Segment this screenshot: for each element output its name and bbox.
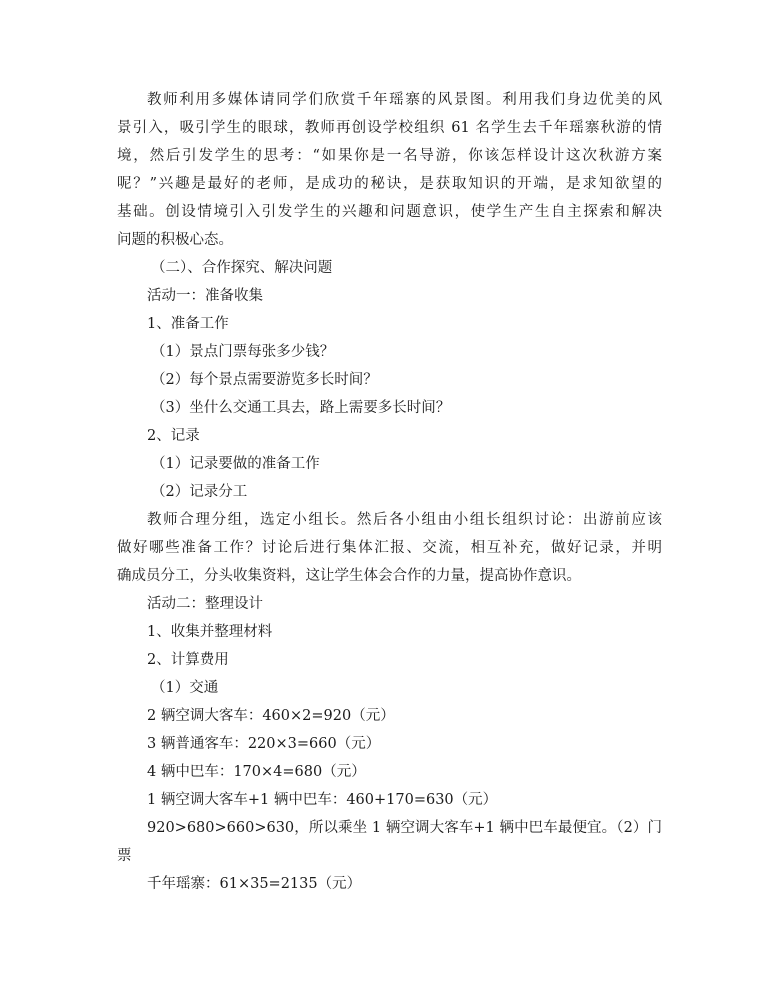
calculation-line: 3 辆普通客车：220×3=660（元）: [147, 736, 381, 752]
section-heading: （二）、合作探究、解决问题: [151, 260, 333, 276]
calculation-line: 千年瑶寨：61×35=2135（元）: [147, 876, 362, 892]
paragraph-line: 境，然后引发学生的思考：“如果你是一名导游，你该怎样设计这次秋游方案: [117, 148, 662, 164]
paragraph-line: 教师合理分组，选定小组长。然后各小组由小组长组织讨论：出游前应该: [147, 512, 662, 528]
list-item: （2）记录分工: [151, 484, 248, 500]
list-item: 2、计算费用: [147, 652, 229, 668]
list-item: 1、准备工作: [147, 316, 229, 332]
list-item: 1、收集并整理材料: [147, 624, 273, 640]
paragraph-line: 确成员分工，分头收集资料，这让学生体会合作的力量，提高协作意识。: [117, 568, 581, 584]
activity-heading: 活动二：整理设计: [147, 596, 263, 612]
list-item: （1）记录要做的准备工作: [151, 456, 320, 472]
paragraph-line: 教师利用多媒体请同学们欣赏千年瑶寨的风景图。利用我们身边优美的风: [147, 92, 662, 108]
list-item: 2、记录: [147, 428, 200, 444]
paragraph-line: 呢？”兴趣是最好的老师，是成功的秘诀，是获取知识的开端，是求知欲望的: [117, 176, 662, 192]
calculation-line: 4 辆中巴车：170×4=680（元）: [147, 764, 366, 780]
calculation-line: 2 辆空调大客车：460×2=920（元）: [147, 708, 395, 724]
activity-heading: 活动一：准备收集: [147, 288, 263, 304]
paragraph-line: 920>680>660>630，所以乘坐 1 辆空调大客车+1 辆中巴车最便宜。（2）门: [147, 820, 662, 836]
list-item: （1）交通: [151, 680, 219, 696]
paragraph-line: 问题的积极心态。: [117, 232, 233, 248]
list-item: （2）每个景点需要游览多长时间？: [151, 372, 378, 388]
paragraph-line: 基础。创设情境引入引发学生的兴趣和问题意识，使学生产生自主探索和解决: [117, 204, 662, 220]
list-item: （1）景点门票每张多少钱？: [151, 344, 335, 360]
paragraph-line: 做好哪些准备工作？讨论后进行集体汇报、交流，相互补充，做好记录，并明: [117, 540, 662, 556]
list-item: （3）坐什么交通工具去，路上需要多长时间？: [151, 400, 451, 416]
paragraph-line: 景引入，吸引学生的眼球，教师再创设学校组织 61 名学生去千年瑶寨秋游的情: [117, 120, 662, 136]
paragraph-line: 票: [117, 848, 132, 864]
calculation-line: 1 辆空调大客车+1 辆中巴车：460+170=630（元）: [147, 792, 498, 808]
